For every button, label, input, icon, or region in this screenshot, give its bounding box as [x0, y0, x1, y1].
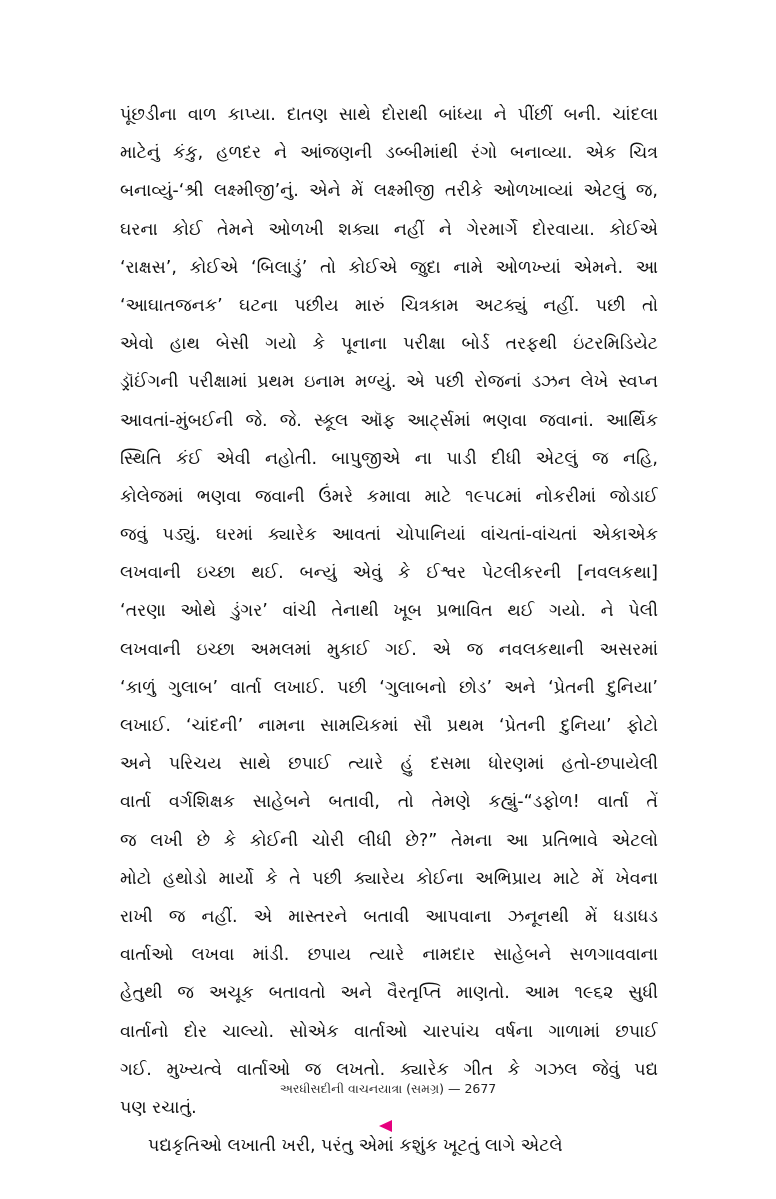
body-line: એવો હાથ બેસી ગયો કે પૂનાના પરીક્ષા બોર્ડ તરફથી ઇંટરમિડિયેટ	[120, 334, 658, 355]
body-line: માટેનું કંકુ, હળદર ને આંજણની ડબ્બીમાંથી રંગો બનાવ્યા. એક ચિત્ર	[120, 143, 658, 164]
page-body-text	[120, 96, 658, 1165]
body-line: લખવાની ઇચ્છા થઈ. બન્યું એવું કે ઈશ્વર પેટલીકરની [નવલકથા]	[120, 563, 658, 584]
body-line: સ્થિતિ કંઈ એવી નહોતી. બાપુજીએ ના પાડી દીધી એટલું જ નહિ,	[120, 448, 658, 469]
body-line: લખવાની ઇચ્છા અમલમાં મુકાઈ ગઈ. એ જ નવલકથાની અસરમાં	[120, 639, 658, 660]
body-line: લખાઈ. ‘ચાંદની’ નામના સામયિકમાં સૌ પ્રથમ ‘પ્રેતની દુનિયા’ ફોટો	[120, 716, 658, 736]
body-line: ગઈ. મુખ્યત્વે વાર્તાઓ જ લખતો. ક્યારેક ગીત કે ગઝલ જેવું પદ્ય	[120, 1059, 658, 1080]
body-line: જ લખી છે કે કોઈની ચોરી લીધી છે?” તેમના આ પ્રતિભાવે એટલો	[120, 830, 658, 851]
paragraph-start-line: પદ્યકૃતિઓ લખાતી ખરી, પરંતુ એમાં કશુંક ખૂટતું લાગે એટલે	[148, 1136, 563, 1157]
body-line: ઘરના કોઈ તેમને ઓળખી શક્યા નહીં ને ગેરમાર્ગે દોરવાયા. કોઈએ	[120, 219, 658, 240]
body-line: મોટો હથોડો માર્યો કે તે પછી ક્યારેય કોઈના અભિપ્રાય માટે મેં ખેવના	[120, 868, 658, 889]
body-line: જવું પડ્યું. ઘરમાં ક્યારેક આવતાં ચોપાનિયાં વાંચતાં-વાંચતાં એકાએક	[120, 525, 658, 546]
body-line: ‘આઘાતજનક’ ઘટના પછીય મારું ચિત્રકામ અટક્યું નહીં. પછી તો	[120, 295, 658, 316]
body-line: પૂંછડીના વાળ કાપ્યા. દાતણ સાથે દોરાથી બાંધ્યા ને પીંછીં બની. ચાંદલા	[120, 105, 658, 125]
body-line: ‘કાળું ગુલાબ’ વાર્તા લખાઈ. પછી ‘ગુલાબનો છોડ’ અને ‘પ્રેતની દુનિયા’	[120, 677, 658, 698]
body-line: રાખી જ નહીં. એ માસ્તરને બતાવી આપવાના ઝનૂનથી મેં ધડાધડ	[120, 906, 658, 927]
paragraph-end-line: પણ રચાતું.	[120, 1097, 197, 1118]
running-footer: અરધીસદીની વાચનયાત્રા (સમગ્ર) — 2677	[279, 1081, 497, 1096]
body-line: વાર્તા વર્ગશિક્ષક સાહેબને બતાવી, તો તેમણે કહ્યું-“ડફોળ! વાર્તા તેં	[120, 792, 658, 813]
body-line: ‘રાક્ષસ’, કોઈએ ‘બિલાડું’ તો કોઈએ જુદા નામે ઓળખ્યાં એમને. આ	[120, 257, 658, 278]
body-line: આવતાં-મુંબઈની જે. જે. સ્કૂલ ઑફ આર્ટ્સમાં ભણવા જવાનાં. આર્થિક	[120, 410, 658, 431]
body-line: હેતુથી જ અચૂક બતાવતો અને વૈરતૃપ્તિ માણતો. આમ ૧૯૬૨ સુધી	[120, 983, 658, 1004]
triangle-left-icon[interactable]	[379, 1120, 392, 1132]
body-line: અને પરિચય સાથે છપાઈ ત્યારે હું દસમા ધોરણમાં હતો-છપાયેલી	[120, 754, 658, 775]
body-line: વાર્તાઓ લખવા માંડી. છપાય ત્યારે નામદાર સાહેબને સળગાવવાના	[120, 945, 658, 966]
body-line: બનાવ્યું-‘શ્રી લક્ષ્મીજી’નું. એને મેં લક્ષ્મીજી તરીકે ઓળખાવ્યાં એટલું જ,	[120, 181, 658, 202]
body-line: ‘તરણા ઓથે ડુંગર’ વાંચી તેનાથી ખૂબ પ્રભાવિત થઈ ગયો. ને પેલી	[120, 601, 658, 622]
body-line: ડ્રૉઈંગની પરીક્ષામાં પ્રથમ ઇનામ મળ્યું. એ પછી રોજનાં ડઝન લેખે સ્વપ્ન	[120, 372, 658, 393]
body-line: વાર્તાનો દોર ચાલ્યો. સોએક વાર્તાઓ ચારપાંચ વર્ષના ગાળામાં છપાઈ	[120, 1021, 658, 1042]
body-line: કોલેજમાં ભણવા જવાની ઉંમરે કમાવા માટે ૧૯૫૮માં નોકરીમાં જોડાઈ	[120, 486, 658, 507]
